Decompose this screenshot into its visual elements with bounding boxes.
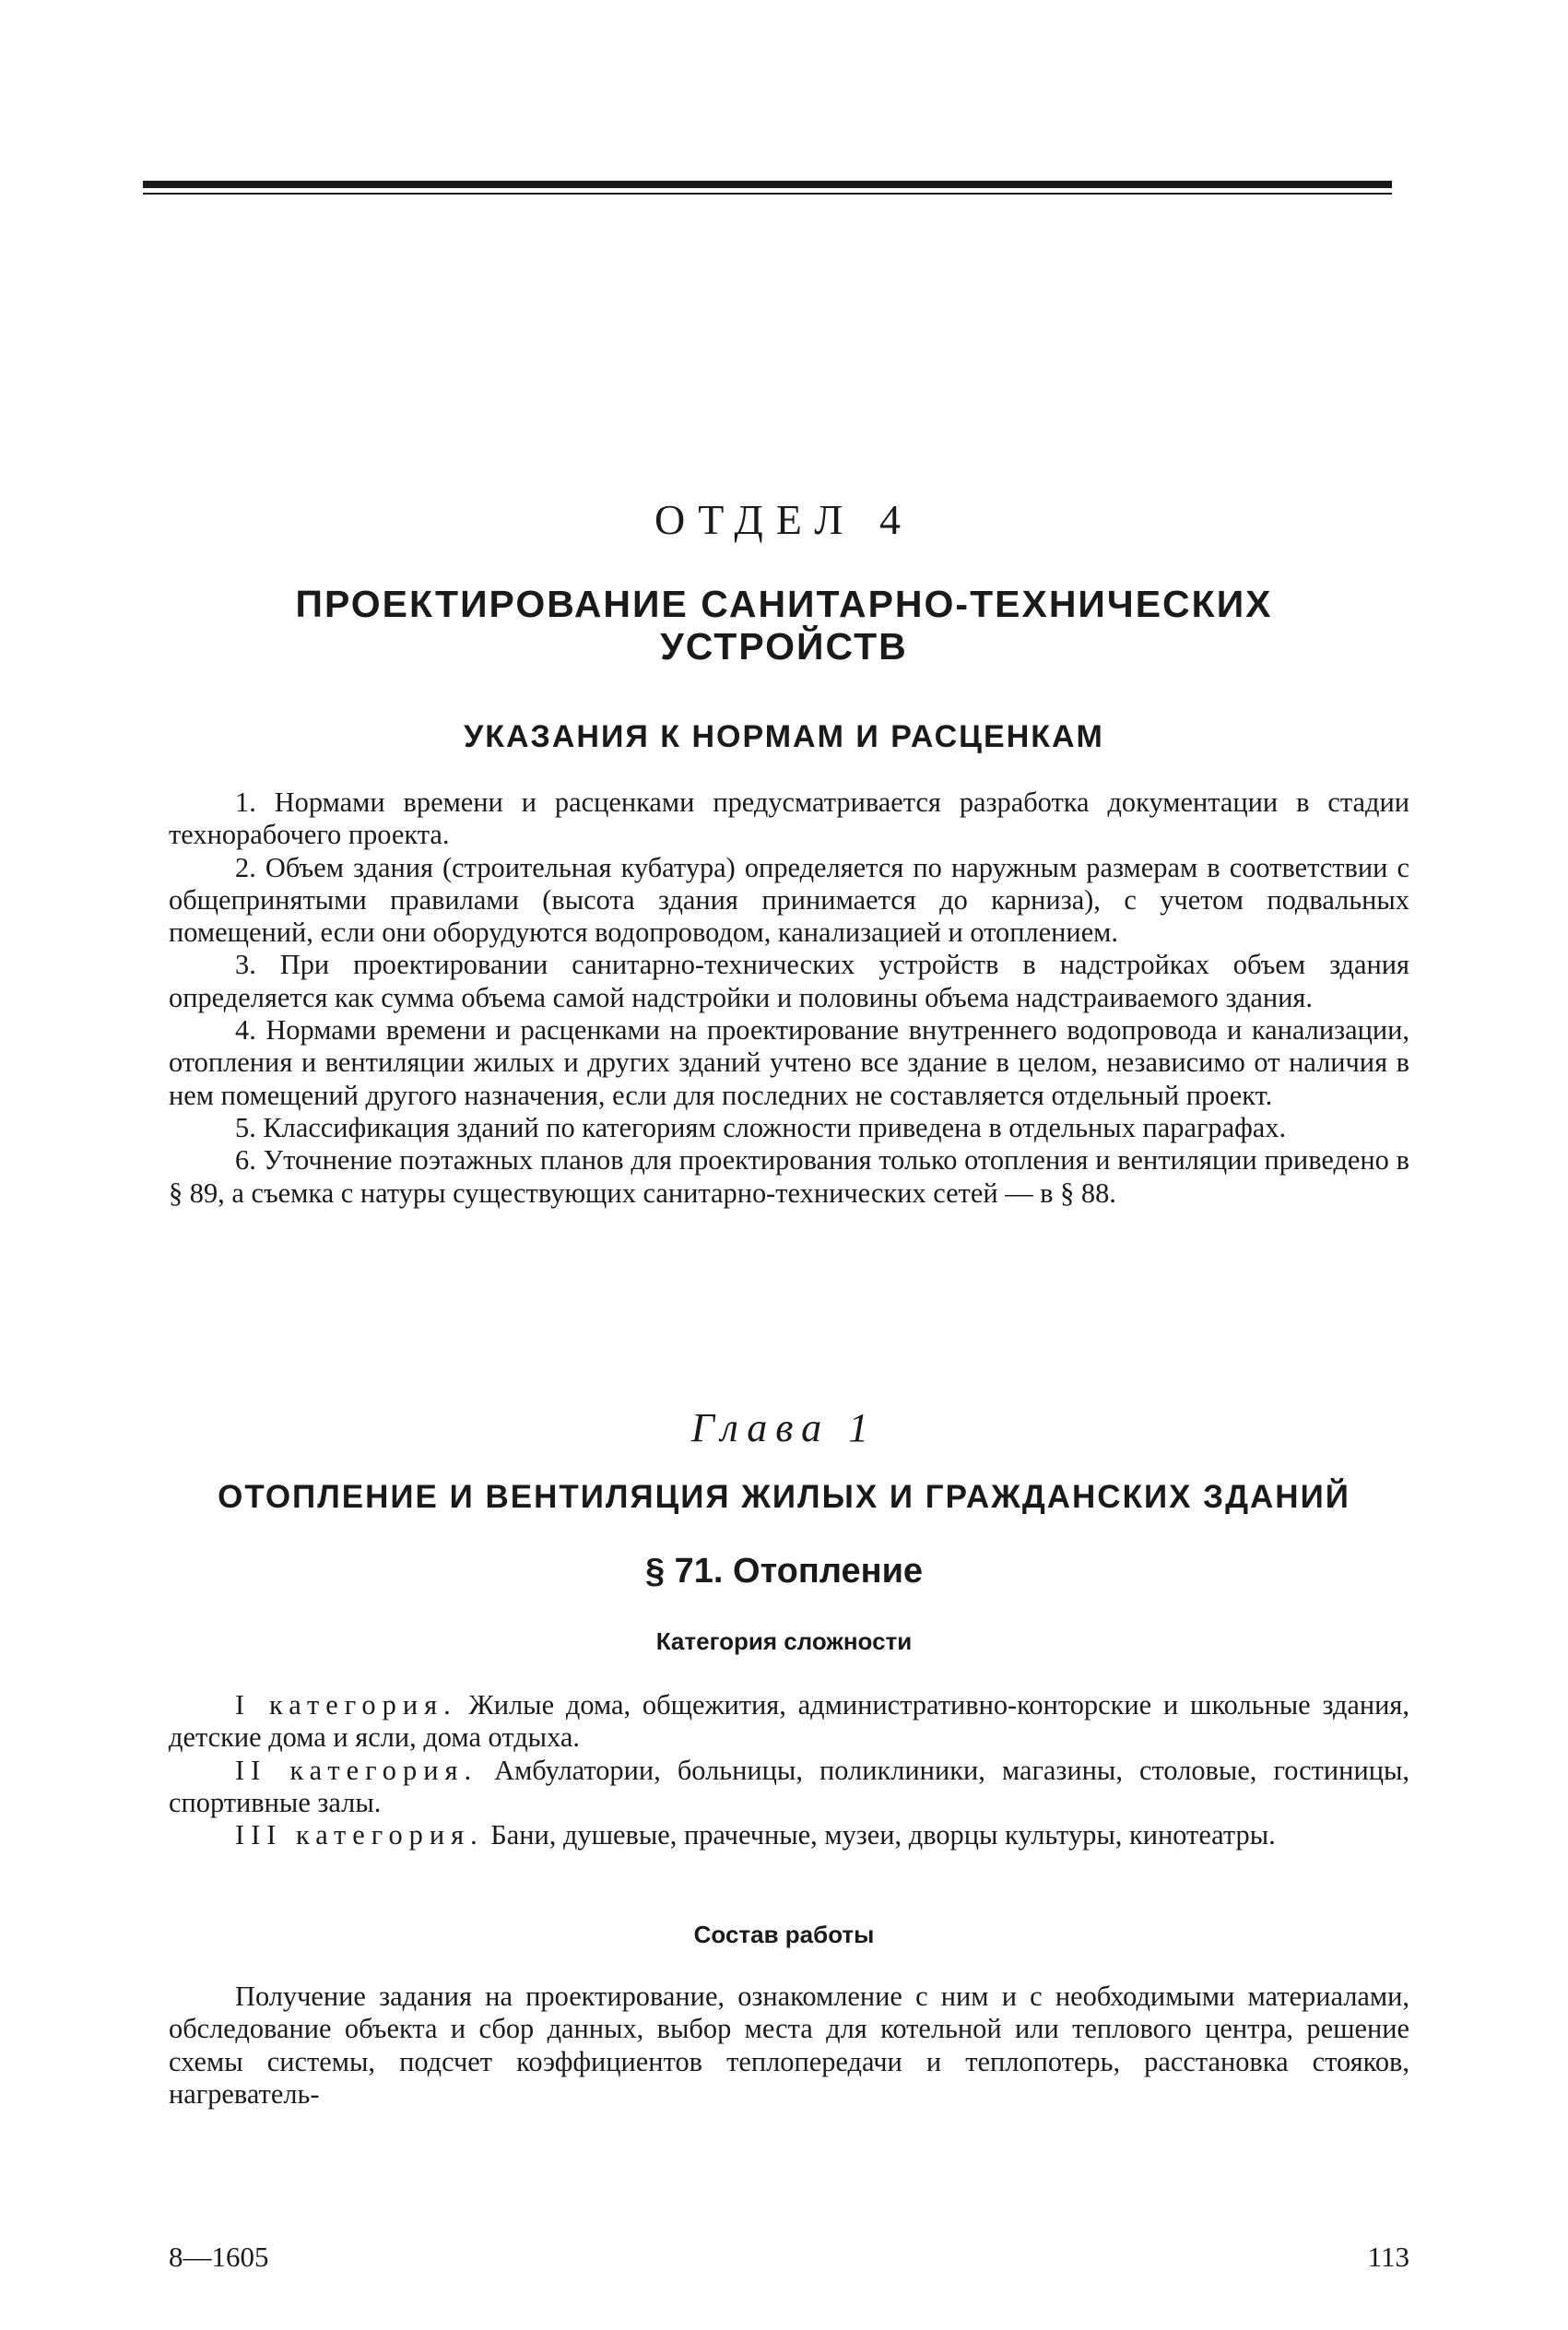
guideline-item: 3. При проектировании санитарно-технических устройств в надстройках объем здания определяется как сумма объема самой надстройки и половины объема надстраиваемого здания.	[169, 949, 1409, 1013]
printer-signature: 8—1605	[169, 2241, 269, 2273]
guidelines-heading: УКАЗАНИЯ К НОРМАМ И РАСЦЕНКАМ	[464, 719, 1104, 754]
work-heading: Состав работы	[693, 1921, 875, 1948]
category-item	[169, 1689, 1409, 1755]
guideline-item: 1. Нормами времени и расценками предусматривается разработка документации в стадии технорабочего проекта.	[169, 787, 1409, 851]
category-list	[169, 1689, 1409, 1851]
work-text-block	[169, 1981, 1409, 2111]
section-title-line: УСТРОЙСТВ	[660, 625, 908, 668]
category-label: III категория.	[235, 1819, 484, 1851]
guideline-item: 2. Объем здания (строительная кубатура) определяется по наружным размерам в соответствии с общепринятыми правилами (высота здания принимается до карниза), с учетом подвальных помещений, если они оборудуются водопроводом, канализацией и отоплением.	[169, 851, 1409, 949]
category-text: Бани, душевые, прачечные, музеи, дворцы культуры, кинотеатры.	[483, 1819, 1276, 1851]
section-label: ОТДЕЛ 4	[654, 496, 914, 543]
section-title-line: ПРОЕКТИРОВАНИЕ САНИТАРНО-ТЕХНИЧЕСКИХ	[295, 583, 1273, 625]
guideline-item: 6. Уточнение поэтажных планов для проектирования только отопления и вентиляции приведено в § 89, а съемка с натуры существующих санитарно-технических сетей — в § 88.	[169, 1144, 1409, 1209]
guidelines-list	[169, 787, 1409, 1210]
header-rule-thick	[143, 181, 1392, 188]
section-title	[0, 583, 1568, 668]
category-label: I категория.	[235, 1689, 457, 1721]
paragraph-heading: § 71. Отопление	[644, 1552, 924, 1591]
category-text: Жилые дома, общежития, административно-конторские и школьные здания, детские дома и ясли, дома отдыха.	[169, 1689, 1409, 1754]
category-item	[169, 1819, 1409, 1851]
work-text: Получение задания на проектирование, ознакомление с ним и с необходимыми материалами, обследование объекта и сбор данных, выбор места для котельной или теплового центра, решение схемы системы, подсчет коэффициентов теплопередачи и теплопотерь, расстановка стояков, нагреватель-	[169, 1981, 1409, 2110]
guideline-item: 5. Классификация зданий по категориям сложности приведена в отдельных параграфах.	[235, 1111, 1287, 1143]
category-item	[169, 1755, 1409, 1820]
chapter-label: Глава 1	[690, 1405, 878, 1450]
complexity-heading: Категория сложности	[655, 1627, 913, 1655]
category-label: II категория.	[235, 1754, 478, 1786]
chapter-title: ОТОПЛЕНИЕ И ВЕНТИЛЯЦИЯ ЖИЛЫХ И ГРАЖДАНСКИХ ЗДАНИЙ	[218, 1479, 1350, 1515]
guideline-item: 4. Нормами времени и расценками на проектирование внутреннего водопровода и канализации, отопления и вентиляции жилых и других зданий учтено все здание в целом, независимо от наличия в нем помещений другого назначения, если для последних не составляется отдельный проект.	[169, 1014, 1409, 1111]
category-text: Амбулатории, больницы, поликлиники, магазины, столовые, гостиницы, спортивные залы.	[169, 1754, 1409, 1818]
header-rule-thin	[143, 193, 1392, 195]
page-number: 113	[1367, 2241, 1409, 2273]
